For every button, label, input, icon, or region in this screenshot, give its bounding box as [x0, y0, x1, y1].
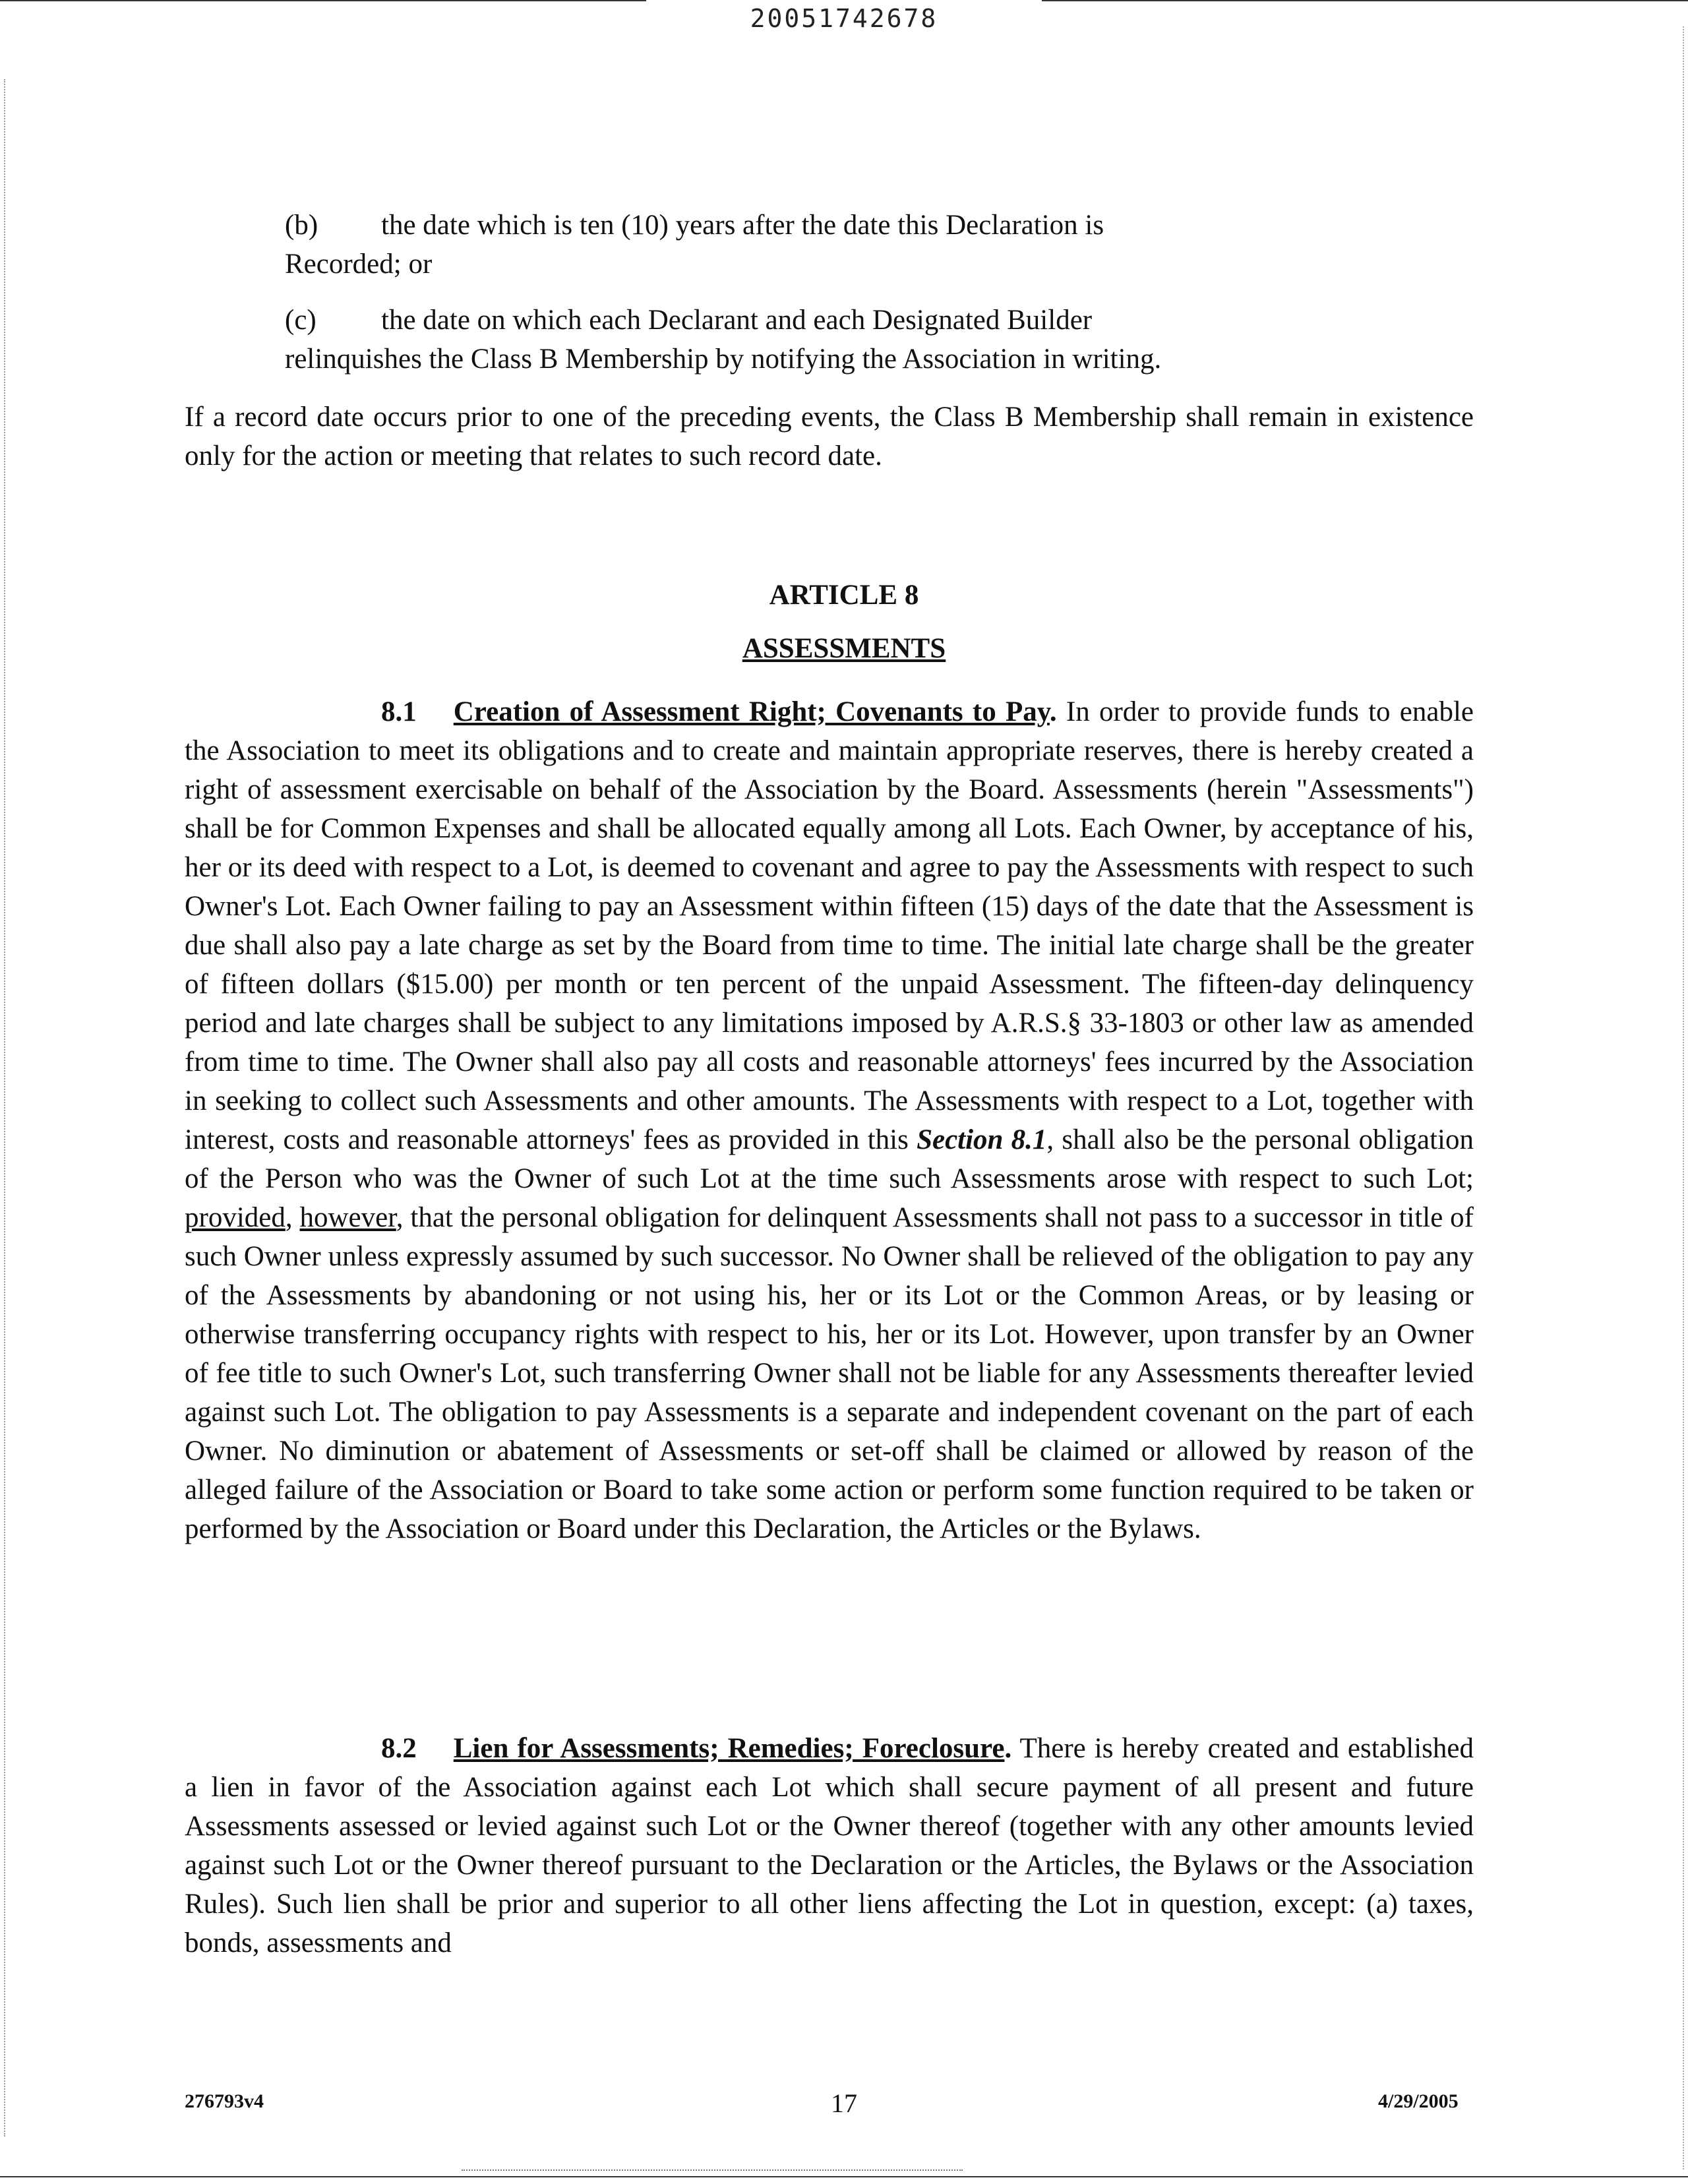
section-8-1-text-a: In order to provide funds to enable the Association to meet its obligations and to create and maintain appropriate reserves, there is hereby created a right of assessment exercisable on behalf of the Association by the Board. Assessments (herein "Assessments") shall be for Common Expenses and shall be allocated equally among all Lots. Each Owner, by acceptance of his, her or its deed with respect to a Lot, is deemed to covenant and agree to pay the Assessments with respect to such Owner's Lot. Each Owner failing to pay an Assessment within fifteen (15) days of the date that the Assessment is due shall also pay a late charge as set by the Board from time to time. The initial late charge shall be the greater of fifteen dollars ($15.00) per month or ten percent of the unpaid Assessment. The fifteen-day delinquency period and late charges shall be subject to any limitations imposed by A.R.S.§ 33-1803 or other law as amended from time to time. The Owner shall also pay all costs and reasonable attorneys' fees incurred by the Association in seeking to collect such Assessments and other amounts. The Assessments with respect to a Lot, together with interest, costs and reasonable attorneys' fees as provided in this: [185, 696, 1474, 1155]
section-8-1-title: Creation of Assessment Right; Covenants to Pay: [453, 696, 1050, 727]
list-item-b-text: the date which is ten (10) years after the date this Declaration is: [381, 210, 1104, 241]
however-term: however: [299, 1202, 396, 1233]
list-item-b-label: (b): [285, 210, 318, 241]
section-8-2-title: Lien for Assessments; Remedies; Foreclosure: [453, 1733, 1005, 1764]
article-title: [0, 632, 1688, 665]
list-item-b: [285, 206, 1474, 245]
section-8-2-text: There is hereby created and established a lien in favor of the Association against each Lot which shall secure payment of all present and future Assessments assessed or levied against such Lot or the Owner thereof (together with any other amounts levied against such Lot or the Owner thereof pursuant to the Declaration or the Articles, the Bylaws or the Association Rules). Such lien shall be prior and superior to all other liens affecting the Lot in question, except: (a) taxes, bonds, assessments and: [185, 1733, 1474, 1958]
section-8-2: 8.2 Lien for Assessments; Remedies; Foreclosure. There is hereby created and established a lien in favor of the Association against each Lot which shall secure payment of all present and future Assessments assessed or levied against such Lot or the Owner thereof (together with any other amounts levied against such Lot or the Owner thereof pursuant to the Declaration or the Articles, the Bylaws or the Association Rules). Such lien shall be prior and superior to all other liens affecting the Lot in question, except: (a) taxes, bonds, assessments and: [185, 1733, 1474, 1958]
section-8-1-text-b: , shall also be the personal obligation of the Person who was the Owner of such Lot at the time such Assessments arose with respect to such Lot;: [185, 1124, 1474, 1194]
scan-border-top-right: [1042, 0, 1688, 1]
scan-border-top-left: [0, 0, 646, 1]
list-item-c: [285, 301, 1474, 340]
provided-term: provided: [185, 1202, 286, 1233]
list-item-c-text: the date on which each Declarant and each Designated Builder: [381, 305, 1093, 336]
scan-edge-right: [1683, 26, 1684, 2169]
section-8-1-text-c: , that the personal obligation for delinquent Assessments shall not pass to a successor in title of such Owner unless expressly assumed by such successor. No Owner shall be relieved of the obligation to pay any of the Assessments by abandoning or not using his, her or its Lot or the Common Areas, or by leasing or otherwise transferring occupancy rights with respect to his, her or its Lot. However, upon transfer by an Owner of fee title to such Owner's Lot, such transferring Owner shall not be liable for any Assessments thereafter levied against such Lot. The obligation to pay Assessments is a separate and independent covenant on the part of each Owner. No diminution or abatement of Assessments or set-off shall be claimed or allowed by reason of the alleged failure of the Association or Board to take some action or perform some function required to be taken or performed by the Association or Board under this Declaration, the Articles or the Bylaws.: [185, 1202, 1474, 1544]
record-date-paragraph: If a record date occurs prior to one of the preceding events, the Class B Membership shall remain in existence only for the action or meeting that relates to such record date.: [185, 402, 1474, 471]
section-8-1-number: 8.1: [381, 696, 417, 727]
scan-edge-left: [4, 79, 5, 2137]
recording-number: 20051742678: [750, 4, 938, 33]
section-8-1: 8.1 Creation of Assessment Right; Covenants to Pay. In order to provide funds to enable the Association to meet its obligations and to create and maintain appropriate reserves, there is hereby created a right of assessment exercisable on behalf of the Association by the Board. Assessments (herein "Assessments") shall be for Common Expenses and shall be allocated equally among all Lots. Each Owner, by acceptance of his, her or its deed with respect to a Lot, is deemed to covenant and agree to pay the Assessments with respect to such Owner's Lot. Each Owner failing to pay an Assessment within fifteen (15) days of the date that the Assessment is due shall also pay a late charge as set by the Board from time to time. The initial late charge shall be the greater of fifteen dollars ($15.00) per month or ten percent of the unpaid Assessment. The fifteen-day delinquency period and late charges shall be subject to any limitations imposed by A.R.S.§ 33-1803 or other law as amended from time to time. The Owner shall also pay all costs and reasonable attorneys' fees incurred by the Association in seeking to collect such Assessments and other amounts. The Assessments with respect to a Lot, together with interest, costs and reasonable attorneys' fees as provided in this Section 8.1, shall also be the personal obligation of the Person who was the Owner of such Lot at the time such Assessments arose with respect to such Lot; provided, however, that the personal obligation for delinquent Assessments shall not pass to a successor in title of such Owner unless expressly assumed by such successor. No Owner shall be relieved of the obligation to pay any of the Assessments by abandoning or not using his, her or its Lot or the Common Areas, or by leasing or otherwise transferring occupancy rights with respect to his, her or its Lot. However, upon transfer by an Owner of fee title to such Owner's Lot, such transferring Owner shall not be liable for any Assessments thereafter levied against such Lot. The obligation to pay Assessments is a separate and independent covenant on the part of each Owner. No diminution or abatement of Assessments or set-off shall be claimed or allowed by reason of the alleged failure of the Association or Board to take some action or perform some function required to be taken or performed by the Association or Board under this Declaration, the Articles or the Bylaws.: [185, 696, 1474, 1544]
section-8-1-reference: Section 8.1: [917, 1124, 1047, 1155]
section-8-2-number: 8.2: [381, 1733, 417, 1764]
article-title-text: ASSESSMENTS: [742, 633, 946, 664]
list-item-b-continuation: Recorded; or: [285, 249, 433, 280]
footer-page-number: 17: [831, 2088, 857, 2118]
scan-artifact-bottom: [462, 2169, 963, 2171]
list-item-c-continuation: relinquishes the Class B Membership by notifying the Association in writing.: [285, 344, 1162, 375]
article-heading: ARTICLE 8: [769, 580, 919, 611]
list-item-c-label: (c): [285, 305, 316, 336]
scan-border-bottom: [0, 2176, 1688, 2177]
footer-doc-id: 276793v4: [185, 2090, 264, 2112]
footer-date: 4/29/2005: [1378, 2090, 1459, 2112]
